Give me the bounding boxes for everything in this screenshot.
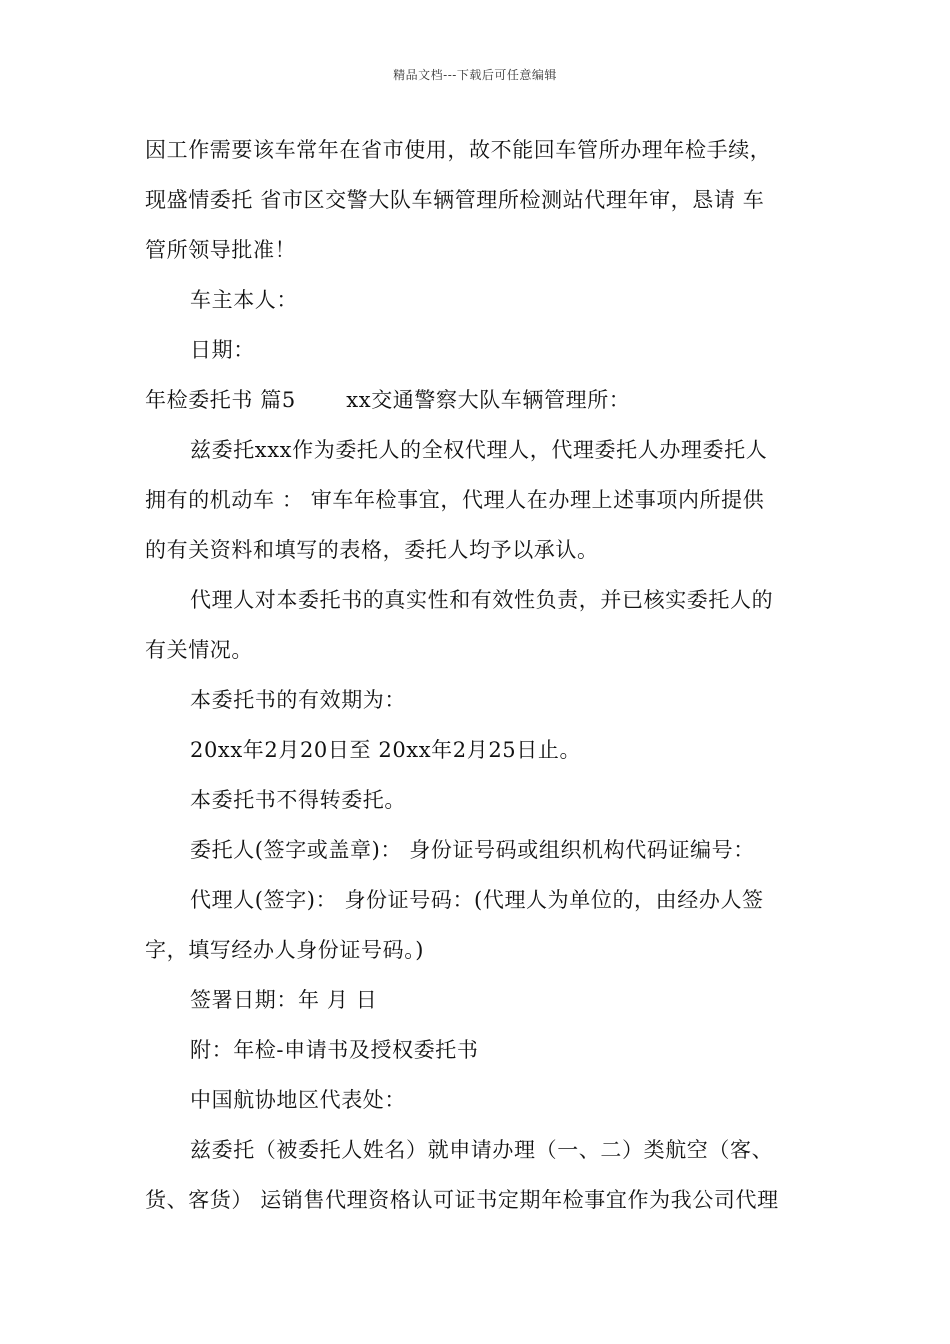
text-line: 货、客货） 运销售代理资格认可证书定期年检事宜作为我公司代理 [145,1188,779,1212]
text-line: 管所领导批准！ [145,238,297,262]
text-line: 代理人对本委托书的真实性和有效性负责，并已核实委托人的 [190,588,774,612]
text-line: 签署日期：年 月 日 [190,988,378,1012]
text-line: 车主本人： [190,288,298,312]
text-line: 现盛情委托 省市区交警大队车辆管理所检测站代理年审，恳请 车 [145,188,765,212]
text-line: 附：年检-申请书及授权委托书 [190,1038,479,1062]
text-line: 委托人(签字或盖章)： 身份证号码或组织机构代码证编号： [190,838,755,862]
text-line: 本委托书的有效期为： [190,688,406,712]
page-header: 精品文档---下载后可任意编辑 [393,68,557,82]
text-line: 字，填写经办人身份证号码。) [145,938,425,962]
text-line: 因工作需要该车常年在省市使用，故不能回车管所办理年检手续， [145,138,772,162]
text-line: 的有关资料和填写的表格，委托人均予以承认。 [145,538,599,562]
section-heading: 年检委托书 篇5 xx交通警察大队车辆管理所： [145,388,631,412]
text-line: 兹委托（被委托人姓名）就申请办理（一、二）类航空（客、 [190,1138,774,1162]
text-line: 中国航协地区代表处： [190,1088,406,1112]
text-line: 兹委托xxx作为委托人的全权代理人，代理委托人办理委托人 [190,438,768,462]
text-line: 拥有的机动车 ： 审车年检事宜，代理人在办理上述事项内所提供 [145,488,765,512]
text-line: 代理人(签字)： 身份证号码：(代理人为单位的，由经办人签 [190,888,764,912]
text-line: 20xx年2月20日至 20xx年2月25日止。 [190,738,582,762]
text-line: 有关情况。 [145,638,253,662]
text-line: 本委托书不得转委托。 [190,788,406,812]
text-line: 日期： [190,338,255,362]
